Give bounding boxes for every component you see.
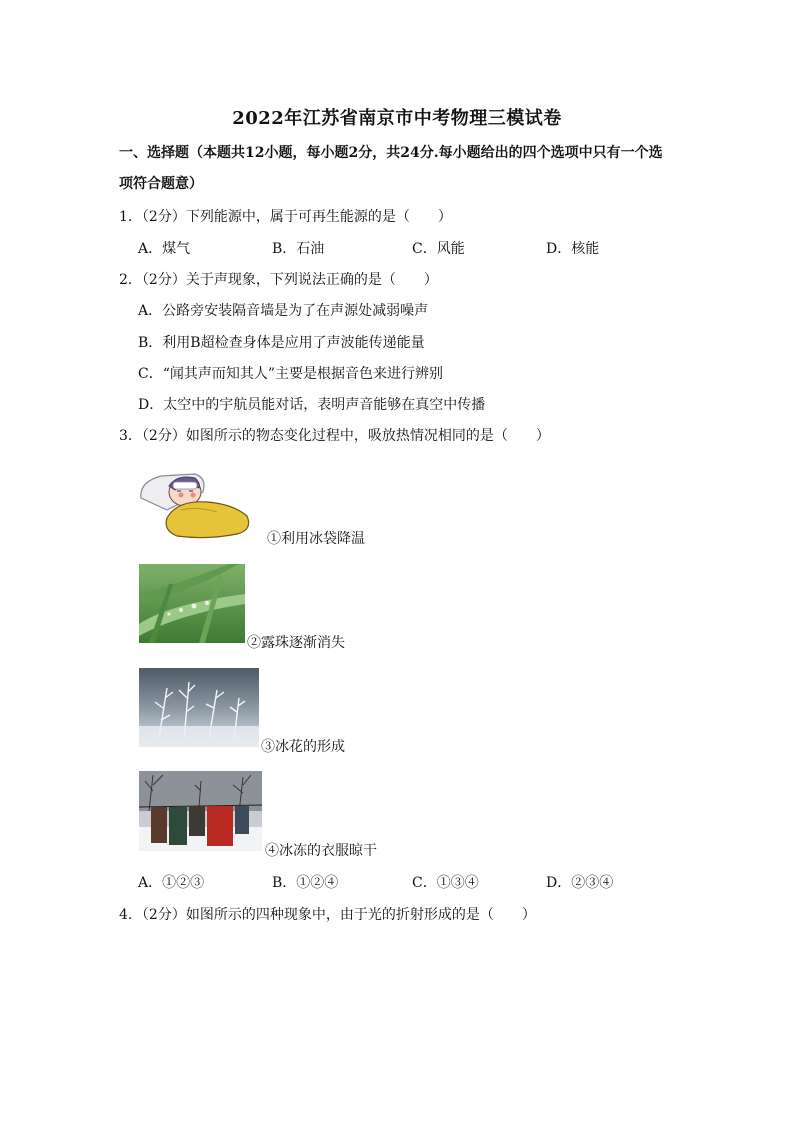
sleeping-person-illustration-icon <box>137 470 261 540</box>
section-heading-line2: 项符合题意） <box>119 176 203 192</box>
question-2-option-b: B．利用B超检查身体是应用了声波能传递能量 <box>138 335 425 351</box>
page-title: 2022年江苏省南京市中考物理三模试卷 <box>232 108 562 129</box>
question-1-option-c: C．风能 <box>412 241 465 257</box>
image-1-caption: ①利用冰袋降温 <box>267 531 365 547</box>
image-3-caption: ③冰花的形成 <box>261 739 345 755</box>
question-1-option-b: B．石油 <box>272 241 325 257</box>
question-3-stem: 3．（2分）如图所示的物态变化过程中，吸放热情况相同的是（ ） <box>119 428 550 444</box>
question-1-stem: 1．（2分）下列能源中，属于可再生能源的是（ ） <box>119 209 452 225</box>
image-4-caption: ④冰冻的衣服晾干 <box>265 843 377 859</box>
frozen-clothes-photo-icon <box>139 771 262 851</box>
question-4-stem: 4．（2分）如图所示的四种现象中，由于光的折射形成的是（ ） <box>119 907 536 923</box>
question-1-option-d: D．核能 <box>546 241 600 257</box>
question-1-option-a: A．煤气 <box>138 241 191 257</box>
grass-dew-photo-icon <box>139 564 245 643</box>
question-2-option-c: C．“闻其声而知其人”主要是根据音色来进行辨别 <box>138 366 444 382</box>
image-2-caption: ②露珠逐渐消失 <box>247 635 345 651</box>
question-2-stem: 2．（2分）关于声现象，下列说法正确的是（ ） <box>119 272 438 288</box>
question-3-option-c: C．①③④ <box>412 875 479 891</box>
question-2-option-d: D．太空中的宇航员能对话，表明声音能够在真空中传播 <box>138 397 486 413</box>
question-2-option-a: A．公路旁安装隔音墙是为了在声源处减弱噪声 <box>138 303 429 319</box>
section-heading-line1: 一、选择题（本题共12小题，每小题2分，共24分.每小题给出的四个选项中只有一个选 <box>119 145 663 161</box>
question-3-option-b: B．①②④ <box>272 875 339 891</box>
ice-flower-photo-icon <box>139 668 259 747</box>
question-3-option-d: D．②③④ <box>546 875 614 891</box>
question-3-option-a: A．①②③ <box>138 875 205 891</box>
